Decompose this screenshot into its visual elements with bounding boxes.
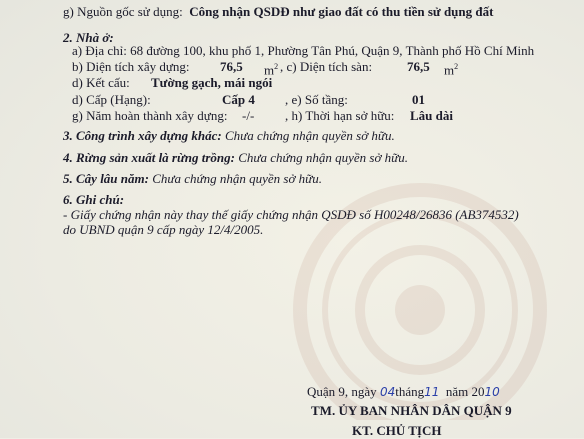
section-4-text: Chưa chứng nhận quyền sở hữu.: [238, 150, 408, 165]
section-5: [63, 171, 322, 187]
section-3-text: Chưa chứng nhận quyền sở hữu.: [225, 128, 395, 143]
section-5-text: Chưa chứng nhận quyền sở hữu.: [152, 171, 322, 186]
floor-area-label: , c) Diện tích sàn:: [280, 59, 373, 74]
floors-value: 01: [412, 92, 425, 107]
year-prefix: năm 20: [445, 384, 485, 399]
structure-value: Tường gạch, mái ngói: [151, 75, 273, 90]
build-area-label: b) Diện tích xây dựng:: [72, 59, 190, 74]
date-year: 10: [484, 385, 500, 399]
grade-value: Cấp 4: [222, 92, 255, 107]
floors-label: , e) Số tầng:: [285, 92, 348, 107]
section-4: [63, 150, 408, 166]
house-address: a) Địa chỉ: 68 đường 100, khu phố 1, Phường Tân Phú, Quận 9, Thành phố Hồ Chí Minh: [72, 43, 535, 58]
structure-label: d) Kết cấu:: [72, 75, 130, 90]
month-prefix: tháng: [395, 384, 425, 399]
signatory-title: KT. CHỦ TỊCH: [352, 423, 442, 438]
section-2-title: 2. Nhà ở:: [63, 30, 114, 45]
issue-date: [307, 384, 500, 400]
land-origin-label: g) Nguồn gốc sử dụng:: [63, 4, 183, 19]
grade-label: d) Cấp (Hạng):: [72, 92, 151, 107]
note-line-1: - Giấy chứng nhận này thay thế giấy chứng nhận QSDĐ số H00248/26836 (AB374532): [63, 207, 519, 222]
land-origin-row: [63, 4, 493, 20]
completion-year-value: -/-: [242, 108, 255, 123]
floor-area-unit: $m^2$: [444, 62, 459, 78]
note-line-2: do UBND quận 9 cấp ngày 12/4/2005.: [63, 222, 264, 237]
build-area-value: 76,5: [220, 59, 243, 74]
date-day: 04: [379, 385, 396, 399]
completion-year-label: g) Năm hoàn thành xây dựng:: [72, 108, 228, 123]
section-6-title: 6. Ghi chú:: [63, 192, 125, 207]
land-origin-value: Công nhận QSDĐ như giao đất có thu tiền sử dụng đất: [189, 4, 494, 19]
build-area-unit: $m^2$: [264, 62, 279, 78]
ownership-term-value: Lâu dài: [410, 108, 453, 123]
section-5-title: 5. Cây lâu năm:: [63, 171, 149, 186]
date-month: 11: [424, 385, 440, 399]
watermark-emblem: [255, 160, 584, 420]
issuing-authority: TM. ỦY BAN NHÂN DÂN QUẬN 9: [311, 403, 512, 418]
date-prefix: Quận 9, ngày: [307, 384, 377, 399]
floor-area-value: 76,5: [407, 59, 430, 74]
section-4-title: 4. Rừng sản xuất là rừng trồng:: [63, 150, 235, 165]
section-3-title: 3. Công trình xây dựng khác:: [63, 128, 222, 143]
ownership-term-label: , h) Thời hạn sở hữu:: [285, 108, 395, 123]
section-3: [63, 128, 395, 144]
